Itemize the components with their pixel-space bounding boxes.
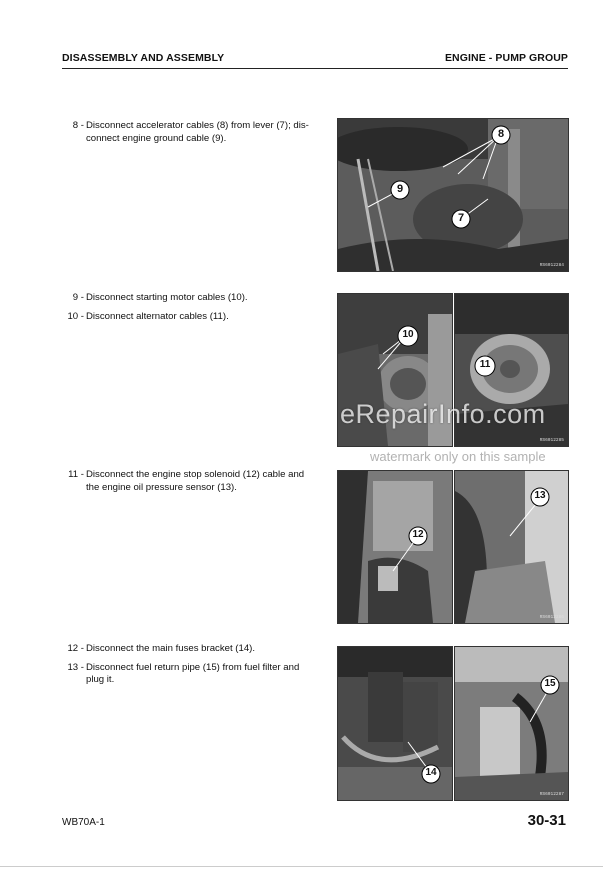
- photo-code: RS6012284: [539, 263, 564, 268]
- step-item: [62, 311, 320, 324]
- step-number: 13 -: [67, 661, 84, 673]
- step-text: Disconnect the main fuses bracket (14).: [86, 643, 256, 654]
- step-text: Disconnect fuel return pipe (15) from fuel filter and plug it.: [86, 661, 300, 686]
- callout-13: 13: [534, 490, 546, 501]
- engine-photo-stop-solenoid: [337, 470, 453, 624]
- callout-8: 8: [497, 128, 505, 140]
- step-text: Disconnect the engine stop solenoid (12) cable and the engine oil pressure sensor (13).: [86, 469, 305, 493]
- model-number: WB70A-1: [62, 817, 105, 828]
- step-number: 8 -: [72, 120, 84, 131]
- step-text: Disconnect alternator cables (11).: [86, 310, 229, 322]
- step-group-1: [62, 120, 320, 145]
- step-text: Disconnect accelerator cables (8) from lever (7); dis-connect engine ground cable (9).: [86, 120, 309, 144]
- photo-code: RS6012287: [539, 792, 564, 797]
- step-item: [62, 469, 320, 494]
- callout-9: 9: [396, 183, 404, 195]
- step-group-4: [62, 643, 320, 687]
- page-divider: [0, 866, 603, 867]
- step-item: [62, 643, 320, 656]
- photo-code: RS6012285: [539, 438, 564, 443]
- callout-12: 12: [412, 529, 424, 540]
- section-title: DISASSEMBLY AND ASSEMBLY: [62, 52, 225, 64]
- step-item: [62, 292, 320, 305]
- photo-code: RS6012286: [539, 615, 564, 620]
- watermark-note: watermark only on this sample: [370, 449, 546, 464]
- step-item: [62, 662, 320, 687]
- step-number: 12 -: [67, 643, 84, 654]
- callout-7: 7: [457, 212, 465, 224]
- step-number: 9 -: [72, 292, 84, 303]
- engine-photo-accelerator: [337, 118, 569, 272]
- step-text: Disconnect starting motor cables (10).: [86, 292, 248, 303]
- step-item: [62, 120, 320, 145]
- page-number: 30-31: [527, 812, 566, 829]
- engine-photo-fuel-filter: [454, 646, 569, 801]
- step-number: 10 -: [67, 310, 84, 322]
- engine-photo-fuses: [337, 646, 453, 801]
- callout-11: 11: [479, 359, 491, 370]
- step-number: 11 -: [68, 469, 84, 480]
- callout-10: 10: [402, 329, 414, 340]
- engine-photo-oil-sensor: [454, 470, 569, 624]
- page-header: [62, 52, 568, 69]
- callout-15: 15: [544, 678, 556, 689]
- step-group-2: [62, 292, 320, 323]
- step-group-3: [62, 469, 320, 494]
- watermark-site: eRepairInfo.com: [340, 399, 546, 429]
- callout-14: 14: [425, 767, 437, 778]
- group-title: ENGINE - PUMP GROUP: [444, 52, 568, 64]
